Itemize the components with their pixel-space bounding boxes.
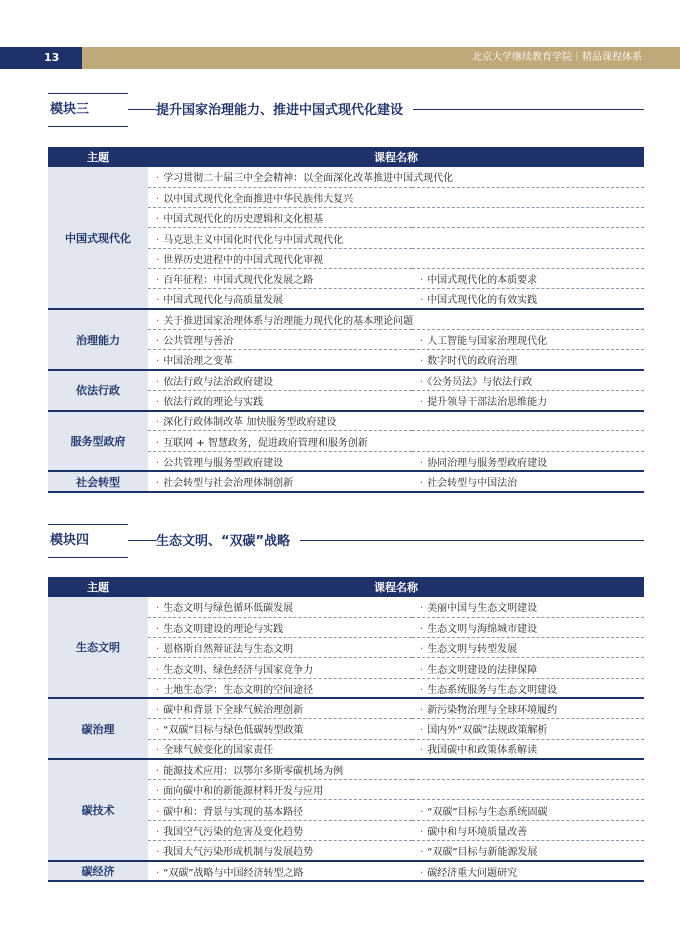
course-cell bbox=[412, 638, 644, 658]
course-name: 碳中和与环境质量改善 bbox=[427, 826, 528, 838]
bullet-icon: · bbox=[420, 664, 424, 676]
table-header-row bbox=[48, 577, 644, 597]
course-cell bbox=[148, 820, 412, 840]
bullet-icon: · bbox=[420, 725, 424, 737]
bullet-icon: · bbox=[156, 275, 160, 287]
course-cell bbox=[412, 719, 644, 739]
course-name: 世界历史进程中的中国式现代化审视 bbox=[163, 254, 324, 266]
bullet-icon: · bbox=[156, 437, 160, 449]
course-cell bbox=[148, 617, 412, 637]
theme-cell: 生态文明 bbox=[48, 597, 148, 698]
course-cell bbox=[412, 698, 644, 718]
module-3-label: 模块三 bbox=[50, 102, 90, 117]
course-cell bbox=[148, 780, 644, 800]
course-cell bbox=[148, 411, 644, 431]
module-4-label: 模块四 bbox=[50, 533, 90, 548]
course-name: “双碳”目标与绿色低碳转型政策 bbox=[163, 725, 304, 737]
course-name: 全球气候变化的国家责任 bbox=[163, 745, 274, 757]
course-name: 中国式现代化的本质要求 bbox=[427, 275, 538, 287]
module-3-title: 提升国家治理能力、推进中国式现代化建设 bbox=[156, 99, 413, 118]
course-name: “双碳”目标与生态系统固碳 bbox=[427, 806, 548, 818]
bullet-icon: · bbox=[156, 766, 160, 778]
course-cell bbox=[412, 861, 644, 881]
theme-cell: 治理能力 bbox=[48, 309, 148, 370]
course-cell bbox=[148, 658, 412, 678]
theme-cell: 中国式现代化 bbox=[48, 167, 148, 309]
course-cell bbox=[148, 759, 644, 779]
bullet-icon: · bbox=[420, 295, 424, 307]
theme-cell: 社会转型 bbox=[48, 471, 148, 491]
course-cell bbox=[148, 370, 412, 390]
bullet-icon: · bbox=[156, 478, 160, 490]
bullet-icon: · bbox=[156, 826, 160, 838]
course-cell bbox=[412, 739, 644, 759]
bullet-icon: · bbox=[420, 846, 424, 858]
module-4-course-table bbox=[48, 577, 644, 882]
column-header-course: 课程名称 bbox=[148, 147, 644, 167]
column-header-course: 课程名称 bbox=[148, 577, 644, 597]
course-name: 生态系统服务与生态文明建设 bbox=[427, 684, 558, 696]
course-name: 碳中和：背景与实现的基本路径 bbox=[163, 806, 304, 818]
course-cell bbox=[412, 820, 644, 840]
bullet-icon: · bbox=[420, 356, 424, 368]
course-cell bbox=[148, 390, 412, 410]
theme-cell: 碳经济 bbox=[48, 861, 148, 881]
course-cell bbox=[412, 471, 644, 491]
course-name: 面向碳中和的新能源材料开发与应用 bbox=[163, 786, 324, 798]
course-name: 公共管理与善治 bbox=[163, 336, 234, 348]
header-bar bbox=[0, 47, 680, 69]
table-row bbox=[48, 167, 644, 187]
course-name: 数字时代的政府治理 bbox=[427, 356, 518, 368]
course-name: 中国式现代化与高质量发展 bbox=[163, 295, 284, 307]
bullet-icon: · bbox=[156, 234, 160, 246]
column-header-theme: 主题 bbox=[48, 577, 148, 597]
course-name: 我国大气污染形成机制与发展趋势 bbox=[163, 846, 314, 858]
course-name: 中国式现代化的历史逻辑和文化根基 bbox=[163, 214, 324, 226]
course-cell bbox=[148, 208, 644, 228]
bullet-icon: · bbox=[420, 623, 424, 635]
module-4-title: 生态文明、“双碳”战略 bbox=[156, 530, 300, 549]
course-cell bbox=[412, 617, 644, 637]
theme-cell: 服务型政府 bbox=[48, 411, 148, 472]
bullet-icon: · bbox=[156, 336, 160, 348]
course-name: 恩格斯自然辩证法与生态文明 bbox=[163, 644, 294, 656]
bullet-icon: · bbox=[156, 644, 160, 656]
course-cell bbox=[412, 289, 644, 309]
bullet-icon: · bbox=[420, 336, 424, 348]
table-row bbox=[48, 309, 644, 329]
bullet-icon: · bbox=[420, 396, 424, 408]
course-name: 能源技术应用：以鄂尔多斯零碳机场为例 bbox=[163, 766, 344, 778]
course-name: 依法行政与法治政府建设 bbox=[163, 376, 274, 388]
theme-cell: 碳技术 bbox=[48, 759, 148, 860]
course-name: 以中国式现代化全面推进中华民族伟大复兴 bbox=[163, 193, 354, 205]
header-title: 北京大学继续教育学院｜精品课程体系 bbox=[472, 52, 642, 63]
course-cell bbox=[148, 350, 412, 370]
bullet-icon: · bbox=[156, 173, 160, 185]
bullet-icon: · bbox=[156, 457, 160, 469]
course-name: 碳中和背景下全球气候治理创新 bbox=[163, 705, 304, 717]
course-cell bbox=[412, 678, 644, 698]
column-header-theme: 主题 bbox=[48, 147, 148, 167]
bullet-icon: · bbox=[420, 684, 424, 696]
bullet-icon: · bbox=[156, 846, 160, 858]
bullet-icon: · bbox=[156, 396, 160, 408]
course-name: “双碳”目标与新能源发展 bbox=[427, 846, 538, 858]
module-3-course-table bbox=[48, 147, 644, 493]
table-row bbox=[48, 698, 644, 718]
course-name: 关于推进国家治理体系与治理能力现代化的基本理论问题 bbox=[163, 315, 414, 327]
bullet-icon: · bbox=[156, 214, 160, 226]
theme-cell: 依法行政 bbox=[48, 370, 148, 411]
table-row bbox=[48, 370, 644, 390]
bullet-icon: · bbox=[156, 603, 160, 615]
course-cell bbox=[148, 638, 412, 658]
bullet-icon: · bbox=[156, 705, 160, 717]
module-4-heading bbox=[48, 524, 644, 558]
course-cell bbox=[148, 329, 412, 349]
course-cell bbox=[148, 800, 412, 820]
course-cell bbox=[148, 597, 412, 617]
course-cell bbox=[148, 268, 412, 288]
course-name: “双碳”战略与中国经济转型之路 bbox=[163, 867, 304, 879]
bullet-icon: · bbox=[156, 623, 160, 635]
course-cell bbox=[148, 248, 644, 268]
course-cell bbox=[148, 451, 412, 471]
course-name: 马克思主义中国化时代化与中国式现代化 bbox=[163, 234, 344, 246]
course-cell bbox=[412, 370, 644, 390]
course-name: 百年征程：中国式现代化发展之路 bbox=[163, 275, 314, 287]
course-name: 生态文明与绿色循环低碳发展 bbox=[163, 603, 294, 615]
course-cell bbox=[148, 431, 644, 451]
course-name: 提升领导干部法治思维能力 bbox=[427, 396, 548, 408]
course-name: 国内外“双碳”法规政策解析 bbox=[427, 725, 548, 737]
course-name: 深化行政体制改革 加快服务型政府建设 bbox=[163, 417, 337, 429]
course-name: 生态文明与海绵城市建设 bbox=[427, 623, 538, 635]
course-name: 美丽中国与生态文明建设 bbox=[427, 603, 538, 615]
course-cell bbox=[412, 597, 644, 617]
course-name: 互联网 + 智慧政务，促进政府管理和服务创新 bbox=[163, 437, 368, 449]
course-name: 社会转型与社会治理体制创新 bbox=[163, 478, 294, 490]
course-name: 依法行政的理论与实践 bbox=[163, 396, 264, 408]
course-name: 中国式现代化的有效实践 bbox=[427, 295, 538, 307]
bullet-icon: · bbox=[156, 664, 160, 676]
bullet-icon: · bbox=[420, 705, 424, 717]
table-row bbox=[48, 759, 644, 779]
theme-cell: 碳治理 bbox=[48, 698, 148, 759]
table-row bbox=[48, 597, 644, 617]
bullet-icon: · bbox=[156, 315, 160, 327]
bullet-icon: · bbox=[420, 457, 424, 469]
course-cell bbox=[412, 390, 644, 410]
bullet-icon: · bbox=[156, 417, 160, 429]
course-cell bbox=[148, 698, 412, 718]
table-row bbox=[48, 411, 644, 431]
course-cell bbox=[412, 658, 644, 678]
course-cell bbox=[412, 268, 644, 288]
course-name: 生态文明建设的法律保障 bbox=[427, 664, 538, 676]
table-header-row bbox=[48, 147, 644, 167]
bullet-icon: · bbox=[420, 806, 424, 818]
course-name: 社会转型与中国法治 bbox=[427, 478, 518, 490]
course-name: 碳经济重大问题研究 bbox=[427, 867, 518, 879]
bullet-icon: · bbox=[420, 745, 424, 757]
course-name: 生态文明与转型发展 bbox=[427, 644, 518, 656]
course-name: 中国治理之变革 bbox=[163, 356, 234, 368]
course-name: 协同治理与服务型政府建设 bbox=[427, 457, 548, 469]
bullet-icon: · bbox=[420, 603, 424, 615]
course-cell bbox=[148, 861, 412, 881]
course-cell bbox=[148, 187, 644, 207]
course-name: 《公务员法》与依法行政 bbox=[427, 376, 533, 388]
course-cell bbox=[148, 739, 412, 759]
course-name: 我国空气污染的危害及变化趋势 bbox=[163, 826, 304, 838]
course-cell bbox=[148, 289, 412, 309]
table-row bbox=[48, 471, 644, 491]
course-name: 学习贯彻二十届三中全会精神：以全面深化改革推进中国式现代化 bbox=[163, 173, 454, 185]
bullet-icon: · bbox=[156, 806, 160, 818]
course-cell bbox=[148, 471, 412, 491]
course-name: 我国碳中和政策体系解读 bbox=[427, 745, 538, 757]
page-number: 13 bbox=[0, 47, 82, 69]
bullet-icon: · bbox=[420, 826, 424, 838]
course-name: 生态文明、绿色经济与国家竞争力 bbox=[163, 664, 314, 676]
course-cell bbox=[412, 350, 644, 370]
course-cell bbox=[412, 451, 644, 471]
module-3-heading bbox=[48, 93, 644, 127]
course-name: 土地生态学：生态文明的空间途径 bbox=[163, 684, 314, 696]
course-cell bbox=[148, 309, 644, 329]
course-name: 公共管理与服务型政府建设 bbox=[163, 457, 284, 469]
bullet-icon: · bbox=[420, 478, 424, 490]
bullet-icon: · bbox=[420, 376, 424, 388]
bullet-icon: · bbox=[156, 193, 160, 205]
course-cell bbox=[148, 841, 412, 861]
course-name: 人工智能与国家治理现代化 bbox=[427, 336, 548, 348]
course-name: 新污染物治理与全球环境履约 bbox=[427, 705, 558, 717]
course-cell bbox=[148, 167, 644, 187]
bullet-icon: · bbox=[420, 867, 424, 879]
course-cell bbox=[412, 800, 644, 820]
bullet-icon: · bbox=[156, 725, 160, 737]
bullet-icon: · bbox=[156, 254, 160, 266]
course-cell bbox=[148, 678, 412, 698]
bullet-icon: · bbox=[156, 745, 160, 757]
bullet-icon: · bbox=[156, 867, 160, 879]
table-row bbox=[48, 861, 644, 881]
bullet-icon: · bbox=[156, 376, 160, 388]
course-cell bbox=[148, 719, 412, 739]
bullet-icon: · bbox=[156, 295, 160, 307]
bullet-icon: · bbox=[156, 786, 160, 798]
course-cell bbox=[148, 228, 644, 248]
bullet-icon: · bbox=[156, 356, 160, 368]
course-name: 生态文明建设的理论与实践 bbox=[163, 623, 284, 635]
bullet-icon: · bbox=[420, 644, 424, 656]
bullet-icon: · bbox=[156, 684, 160, 696]
course-cell bbox=[412, 841, 644, 861]
bullet-icon: · bbox=[420, 275, 424, 287]
course-cell bbox=[412, 329, 644, 349]
